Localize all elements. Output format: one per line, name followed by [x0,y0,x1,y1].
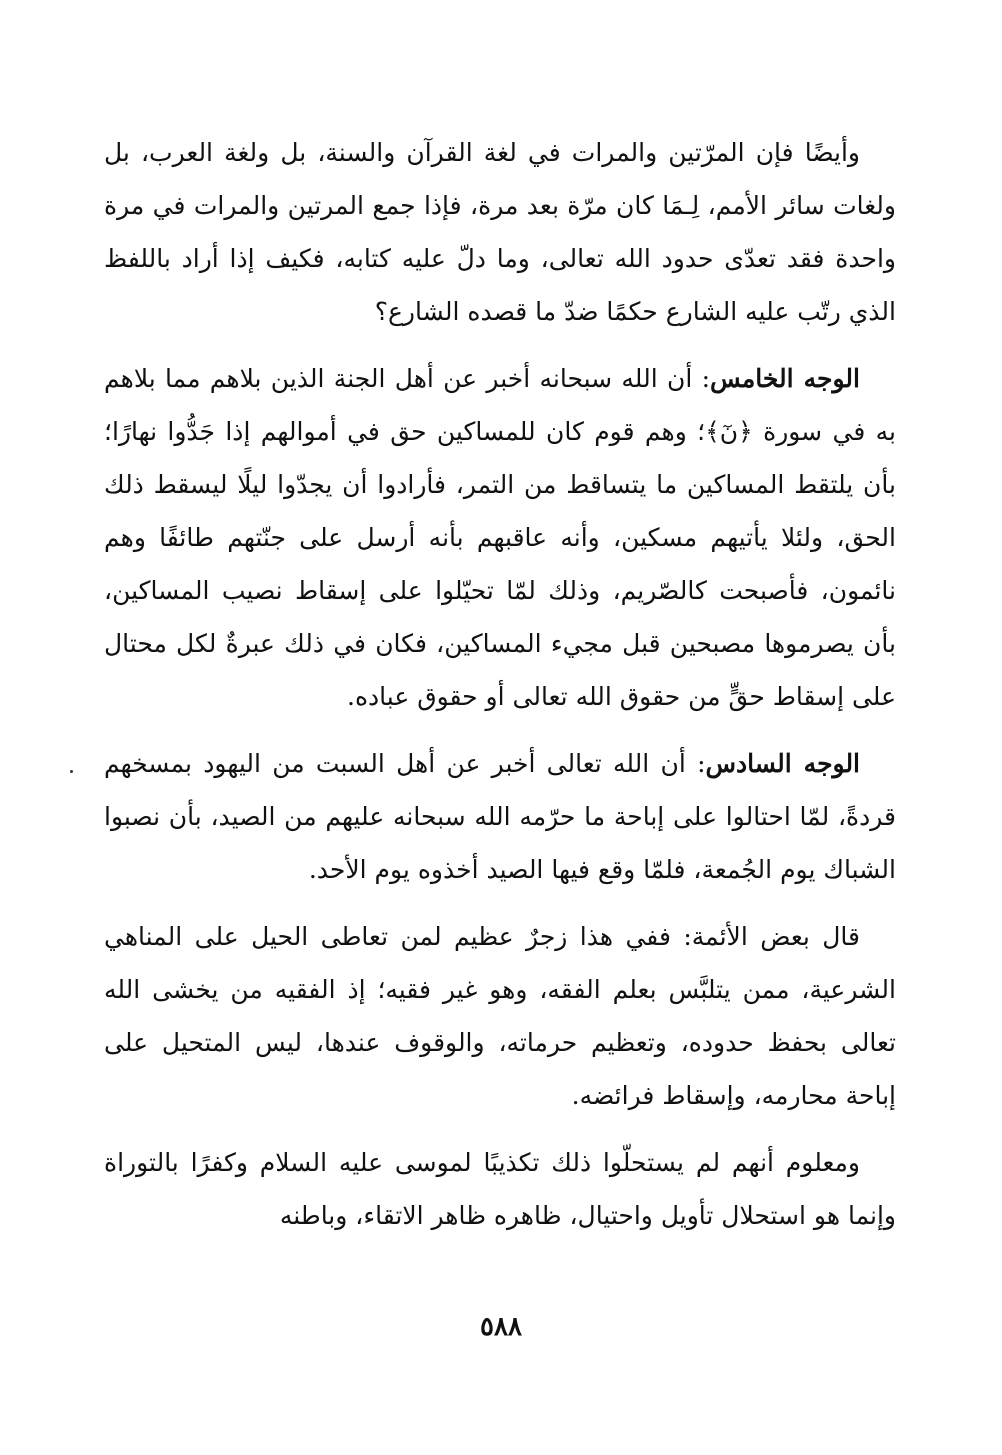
paragraph-2-text: : أن الله سبحانه أخبر عن أهل الجنة الذين بلاهم مما بلاهم به في سورة ﴿نٓ﴾؛ وهم قوم كان للمساكين حق في أموالهم إذا جَدُّوا نهارًا؛ بأن يلتقط المساكين ما يتساقط من التمر، فأرادوا أن يجدّوا ليلًا ليسقط ذلك الحق، ولئلا يأتيهم مسكين، وأنه عاقبهم بأنه أرسل على جنّتهم طائفًا وهم نائمون، فأصبحت كالصّريم، وذلك لمّا تحيّلوا على إسقاط نصيب المساكين، بأن يصرموها مصبحين قبل مجيء المساكين، فكان في ذلك عبرةٌ لكل محتال على إسقاط حقٍّ من حقوق الله تعالى أو حقوق عباده. [104,364,896,711]
paragraph-1-text: وأيضًا فإن المرّتين والمرات في لغة القرآن والسنة، بل ولغة العرب، بل ولغات سائر الأمم، لِـمَا كان مرّة بعد مرة، فإذا جمع المرتين والمرات في مرة واحدة فقد تعدّى حدود الله تعالى، وما دلّ عليه كتابه، فكيف إذا أراد باللفظ الذي رتّب عليه الشارع حكمًا ضدّ ما قصده الشارع؟ [104,138,896,326]
paragraph-2-heading: الوجه الخامس [710,364,860,393]
page-number: ٥٨٨ [480,1312,522,1342]
paragraph-3 [104,737,896,896]
paragraph-3-heading: الوجه السادس [705,749,861,778]
paragraph-1 [104,126,896,338]
paragraph-3-text: : أن الله تعالى أخبر عن أهل السبت من اليهود بمسخهم قردةً، لمّا احتالوا على إباحة ما حرّمه الله سبحانه عليهم من الصيد، بأن نصبوا الشباك يوم الجُمعة، فلمّا وقع فيها الصيد أخذوه يوم الأحد. [104,749,896,884]
paragraph-5-text: ومعلوم أنهم لم يستحلّوا ذلك تكذيبًا لموسى عليه السلام وكفرًا بالتوراة وإنما هو استحلال تأويل واحتيال، ظاهره ظاهر الاتقاء، وباطنه [104,1148,896,1230]
page-body [104,120,896,1256]
margin-dot [70,770,73,773]
paragraph-4-text: قال بعض الأئمة: ففي هذا زجرٌ عظيم لمن تعاطى الحيل على المناهي الشرعية، ممن يتلبَّس بعلم الفقه، وهو غير فقيه؛ إذ الفقيه من يخشى الله تعالى بحفظ حدوده، وتعظيم حرماته، والوقوف عندها، ليس المتحيل على إباحة محارمه، وإسقاط فرائضه. [104,922,896,1110]
paragraph-2 [104,352,896,723]
paragraph-5 [104,1136,896,1242]
paragraph-4 [104,910,896,1122]
